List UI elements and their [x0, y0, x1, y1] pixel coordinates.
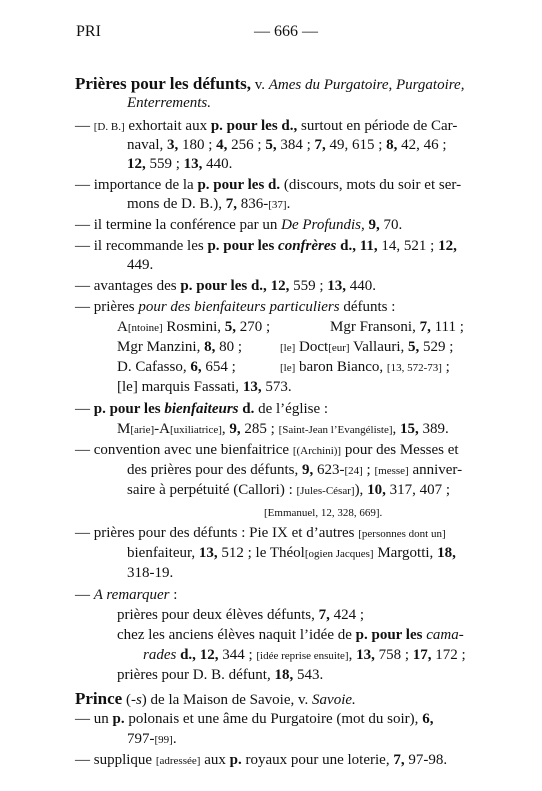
text-run: 318-19. [127, 565, 174, 581]
text-run: M [117, 421, 131, 437]
index-line [75, 176, 461, 195]
text-run: D. Cafasso, [117, 359, 191, 375]
text-run: [idée reprise ensuite] [256, 650, 349, 662]
text-run: [le] [280, 342, 296, 354]
text-run: p. [112, 711, 125, 727]
text-run: 111 ; [430, 319, 464, 335]
text-run: Rosmini, [162, 319, 225, 335]
index-line [75, 237, 457, 256]
text-run: [le] marquis Fassati, [117, 379, 243, 395]
text-run: [24] [344, 465, 363, 477]
text-run: surtout en période de Car- [297, 118, 458, 134]
text-run: 15, [400, 421, 419, 437]
text-run: 440. [345, 278, 376, 294]
text-run: 12, [438, 238, 457, 254]
text-run: — supplique [75, 752, 156, 768]
text-run: rades [143, 647, 177, 663]
text-run: mons de D. B.), [127, 196, 226, 212]
text-run: — [75, 587, 94, 603]
text-run: Doct [295, 339, 329, 355]
running-head: PRI [76, 23, 101, 40]
text-run: 13, [327, 278, 346, 294]
index-line [75, 400, 328, 419]
text-run: — il termine la conférence par un [75, 217, 282, 233]
index-line [75, 524, 446, 544]
text-run: 7, [225, 196, 237, 212]
text-run: Enterrements. [127, 95, 212, 111]
text-run: d. [238, 401, 255, 417]
index-line [75, 710, 433, 729]
text-run: polonais et une âme du Purgatoire (mot du soir), [124, 711, 423, 727]
text-run: 7, [419, 319, 431, 335]
text-run: — convention avec une bienfaitrice [75, 442, 293, 458]
text-run: — importance de la [75, 177, 198, 193]
text-run: De Profundis, [281, 217, 365, 233]
text-run: 449. [127, 257, 154, 273]
text-run: Savoie. [312, 692, 356, 708]
index-line [127, 195, 290, 215]
text-run: [ntoine] [127, 322, 163, 334]
index-line [75, 689, 356, 710]
text-run: bienfaiteurs [164, 401, 239, 417]
text-run: p. pour les d. [197, 177, 281, 193]
text-run: v. [250, 77, 269, 93]
text-run: 559 ; [289, 278, 328, 294]
text-run: 623- [313, 462, 345, 478]
text-run: — [75, 401, 94, 417]
text-run: 9, [368, 217, 380, 233]
text-run: 5, [265, 137, 277, 153]
text-run: 384 ; [276, 137, 315, 153]
text-run: [arie] [130, 424, 155, 436]
text-run: 285 ; [240, 421, 279, 437]
text-run: 654 ; [201, 359, 236, 375]
index-line [127, 481, 450, 501]
text-run: [37] [268, 199, 287, 211]
text-run: 424 ; [329, 607, 365, 623]
text-run: 49, 615 ; [325, 137, 387, 153]
text-run: 80 ; [215, 339, 242, 355]
text-run: 13, [242, 379, 262, 395]
text-run: [adressée] [155, 755, 201, 767]
index-line [75, 586, 177, 605]
index-line [75, 277, 376, 296]
index-line [117, 626, 464, 645]
text-run: 256 ; [227, 137, 266, 153]
text-run: 180 ; [178, 137, 217, 153]
index-line [280, 358, 450, 378]
text-run: prières pour D. B. défunt, [117, 667, 275, 683]
text-run: 10, [367, 482, 386, 498]
text-run: 573. [261, 379, 292, 395]
text-run: 13, [356, 647, 375, 663]
text-run: cama- [426, 627, 464, 643]
text-run: p. pour les [93, 401, 165, 417]
index-line [127, 730, 177, 750]
text-run: Mgr Manzini, [117, 339, 205, 355]
text-run: . [172, 731, 177, 747]
text-run: [le] [280, 362, 296, 374]
text-run: -s [130, 692, 142, 708]
text-run: Margotti, [373, 545, 438, 561]
text-run: pour des Messes et [341, 442, 459, 458]
text-run: 5, [224, 319, 237, 335]
index-line [127, 461, 462, 481]
text-run: [personnes dont un] [358, 528, 446, 540]
index-line [117, 338, 242, 357]
text-run: 389. [418, 421, 449, 437]
text-run: p. pour les [207, 238, 279, 254]
text-run: d., [336, 238, 356, 254]
index-line [117, 666, 323, 685]
page-number: — 666 — [254, 23, 318, 40]
text-run: [99] [154, 734, 173, 746]
text-run: 18, [274, 667, 294, 683]
index-line [117, 378, 292, 397]
text-run: des prières pour des défunts, [127, 462, 302, 478]
text-run: 8, [386, 137, 398, 153]
text-run: 7, [393, 752, 405, 768]
text-run: 42, 46 ; [397, 137, 447, 153]
text-run: prières pour deux élèves défunts, [117, 607, 319, 623]
text-run: p. pour les [355, 627, 427, 643]
index-line [75, 751, 447, 771]
text-run: 836- [237, 196, 269, 212]
text-run: [D. B.] [93, 121, 125, 133]
text-run: 529 ; [419, 339, 454, 355]
text-run: [ogien Jacques] [304, 548, 374, 560]
text-run: 6, [190, 359, 202, 375]
text-run: 14, 521 ; [377, 238, 439, 254]
text-run: 317, 407 ; [385, 482, 450, 498]
text-run: 11, [359, 238, 378, 254]
index-line [127, 544, 456, 564]
text-run: [eur] [328, 342, 350, 354]
text-run: 440. [202, 156, 233, 172]
text-run: d., [176, 647, 196, 663]
text-run: exhortait aux [124, 118, 211, 134]
text-run: 13, [198, 545, 218, 561]
text-run: Vallauri, [349, 339, 409, 355]
text-run: 758 ; [374, 647, 413, 663]
index-line [117, 318, 270, 338]
text-run: 13, [183, 156, 203, 172]
text-run: p. [229, 752, 242, 768]
index-line [330, 318, 464, 337]
text-run: 512 ; le Théol [217, 545, 305, 561]
text-run: ; [362, 462, 375, 478]
text-run: 8, [204, 339, 216, 355]
text-run: [Emmanuel, 12, 328, 669]. [264, 507, 383, 519]
text-run: 97-98. [404, 752, 448, 768]
index-line [75, 74, 464, 95]
index-line [75, 441, 459, 461]
text-run: 12, [270, 278, 290, 294]
index-line [280, 338, 453, 358]
index-line [75, 117, 457, 137]
text-run: 18, [437, 545, 456, 561]
index-line [127, 256, 153, 275]
text-run: , [348, 647, 357, 663]
text-run: défunts : [339, 299, 396, 315]
text-run: — il recommande les [75, 238, 208, 254]
text-run: Prince [75, 689, 123, 708]
index-line [75, 216, 402, 235]
text-run: ) de la Maison de Savoie, v. [141, 692, 313, 708]
text-run: anniver- [408, 462, 463, 478]
text-run: 344 ; [218, 647, 257, 663]
index-line [127, 155, 232, 174]
text-run: 9, [301, 462, 314, 478]
text-run: , [221, 421, 230, 437]
text-run: A remarquer [93, 587, 170, 603]
index-line [117, 420, 449, 440]
index-line [127, 136, 447, 155]
text-run: 797- [127, 731, 155, 747]
text-run: -A [154, 421, 170, 437]
text-run: (discours, mots du soir et ser- [280, 177, 462, 193]
text-run: aux [200, 752, 230, 768]
text-run: A [117, 319, 128, 335]
text-run: 7, [318, 607, 330, 623]
text-run: — [75, 118, 94, 134]
text-run: — prières [75, 299, 139, 315]
index-line [117, 358, 236, 377]
text-run: pour des bienfaiteurs particuliers [138, 299, 340, 315]
text-run: 17, [412, 647, 432, 663]
text-run: [13, 572-73] [386, 362, 442, 374]
text-run: de l’église : [254, 401, 329, 417]
text-run: [uxiliatrice] [169, 424, 222, 436]
text-run: . [286, 196, 291, 212]
text-run: p. pour les d., [180, 278, 267, 294]
text-run: 270 ; [236, 319, 271, 335]
text-run: : [169, 587, 178, 603]
text-run: confrères [278, 238, 337, 254]
text-run: ), [354, 482, 368, 498]
index-line [75, 298, 395, 317]
index-line [143, 646, 466, 666]
index-line [127, 94, 211, 113]
text-run: bienfaiteur, [127, 545, 199, 561]
text-run: Mgr Fransoni, [330, 319, 420, 335]
index-line [117, 606, 364, 625]
text-run: 172 ; [431, 647, 466, 663]
text-run: 9, [229, 421, 241, 437]
text-run: , [392, 421, 401, 437]
text-run: 559 ; [145, 156, 184, 172]
text-run: 12, [199, 647, 219, 663]
text-run: — avantages des [75, 278, 181, 294]
text-run: 3, [166, 137, 179, 153]
text-run: 7, [314, 137, 326, 153]
text-run: Prières pour les défunts, [75, 74, 251, 93]
text-run: [(Archini)] [292, 445, 342, 457]
text-run: — prières pour des défunts : Pie IX et d’autres [75, 525, 359, 541]
text-run: ( [122, 692, 131, 708]
text-run: 6, [422, 711, 434, 727]
text-run: saire à perpétuité (Callori) : [127, 482, 297, 498]
text-run: p. pour les d., [210, 118, 298, 134]
text-run: — un [75, 711, 113, 727]
text-run: 4, [216, 137, 228, 153]
text-run: baron Bianco, [295, 359, 387, 375]
text-run: 5, [408, 339, 420, 355]
text-run: [Saint-Jean l’Evangéliste] [278, 424, 393, 436]
text-run: 12, [127, 156, 146, 172]
index-line [127, 564, 173, 583]
text-run: 543. [293, 667, 324, 683]
index-line [264, 503, 382, 523]
text-run: royaux pour une loterie, [241, 752, 394, 768]
text-run: chez les anciens élèves naquit l’idée de [117, 627, 356, 643]
text-run: naval, [127, 137, 167, 153]
text-run: ; [441, 359, 450, 375]
text-run: [messe] [374, 465, 409, 477]
text-run: 70. [379, 217, 403, 233]
text-run: [Jules-César] [296, 485, 355, 497]
text-run: Ames du Purgatoire, Purgatoire, [268, 77, 465, 93]
